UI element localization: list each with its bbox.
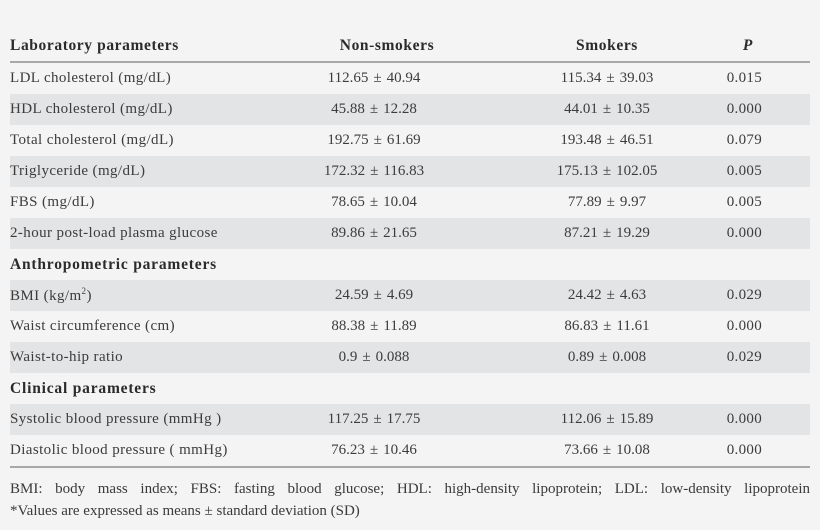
smokers-value: 24.42 ± 4.63 (502, 280, 712, 311)
table-row-ldl (10, 62, 810, 94)
parameter-label: Waist circumference (cm) (10, 318, 175, 334)
non-smokers-value: 172.32 ± 116.83 (272, 156, 502, 187)
non-smokers-value: 192.75 ± 61.69 (327, 132, 421, 148)
parameter-label: Total cholesterol (mg/dL) (10, 132, 174, 148)
parameter-label: HDL cholesterol (mg/dL) (10, 94, 272, 125)
footnote-values-note: *Values are expressed as means ± standard deviation (SD) (10, 503, 360, 519)
non-smokers-value: 24.59 ± 4.69 (272, 280, 502, 311)
table-row-fbs (10, 187, 810, 218)
smokers-value: 44.01 ± 10.35 (502, 94, 712, 125)
comparison-table-container (10, 30, 810, 468)
smokers-value: 112.06 ± 15.89 (502, 404, 712, 435)
p-value: 0.000 (712, 94, 810, 125)
smokers-value: 87.21 ± 19.29 (502, 218, 712, 249)
non-smokers-value: 78.65 ± 10.04 (331, 194, 417, 210)
parameter-label: Diastolic blood pressure ( mmHg) (10, 435, 272, 467)
header-p-value: P (712, 30, 810, 62)
p-value: 0.000 (712, 435, 810, 467)
table-row-systolic-bp (10, 404, 810, 435)
section-header-clinical (10, 373, 810, 404)
section-title: Clinical parameters (10, 379, 157, 397)
non-smokers-value: 88.38 ± 11.89 (331, 318, 417, 334)
section-header-anthropometric (10, 249, 810, 280)
smokers-value: 193.48 ± 46.51 (560, 132, 654, 148)
parameter-label: LDL cholesterol (mg/dL) (10, 70, 172, 86)
smokers-value: 86.83 ± 11.61 (564, 318, 650, 334)
footnote-abbreviations: BMI: body mass index; FBS: fasting blood glucose; HDL: high-density lipoprotein; LDL: low-density lipoprotein (10, 481, 810, 497)
non-smokers-value: 112.65 ± 40.94 (327, 70, 421, 86)
parameter-label: 2-hour post-load plasma glucose (10, 218, 272, 249)
table-row-total-cholesterol (10, 125, 810, 156)
parameter-label: FBS (mg/dL) (10, 194, 95, 210)
table-row-hdl (10, 94, 810, 125)
p-value: 0.015 (726, 70, 762, 86)
p-value: 0.000 (712, 218, 810, 249)
table-row-diastolic-bp (10, 435, 810, 467)
header-non-smokers: Non-smokers (272, 30, 502, 62)
smokers-value: 115.34 ± 39.03 (560, 70, 654, 86)
parameter-label: Systolic blood pressure (mmHg ) (10, 404, 272, 435)
smokers-value: 0.89 ± 0.008 (502, 342, 712, 373)
table-row-waist-circumference (10, 311, 810, 342)
smokers-value: 175.13 ± 102.05 (502, 156, 712, 187)
p-value: 0.000 (712, 404, 810, 435)
non-smokers-value: 76.23 ± 10.46 (272, 435, 502, 467)
parameter-label: Waist-to-hip ratio (10, 342, 272, 373)
p-value: 0.079 (726, 132, 762, 148)
smokers-value: 77.89 ± 9.97 (567, 194, 647, 210)
section-title: Anthropometric parameters (10, 255, 217, 273)
table-row-triglyceride (10, 156, 810, 187)
smokers-value: 73.66 ± 10.08 (502, 435, 712, 467)
table-footnotes (10, 478, 810, 522)
non-smokers-value: 117.25 ± 17.75 (272, 404, 502, 435)
p-value: 0.029 (712, 342, 810, 373)
p-value: 0.005 (726, 194, 762, 210)
parameter-label: BMI $(kg/m^2)$ (10, 280, 272, 311)
table-header-row (10, 30, 810, 62)
table-row-waist-to-hip (10, 342, 810, 373)
non-smokers-value: 89.86 ± 21.65 (272, 218, 502, 249)
table-row-2h-glucose (10, 218, 810, 249)
parameter-label: Triglyceride (mg/dL) (10, 156, 272, 187)
smokers-comparison-table (10, 30, 810, 468)
p-value: 0.005 (712, 156, 810, 187)
p-value: 0.000 (726, 318, 762, 334)
non-smokers-value: 0.9 ± 0.088 (272, 342, 502, 373)
header-laboratory-parameters: Laboratory parameters (10, 30, 272, 62)
non-smokers-value: 45.88 ± 12.28 (272, 94, 502, 125)
p-value: 0.029 (712, 280, 810, 311)
header-smokers: Smokers (502, 30, 712, 62)
table-row-bmi (10, 280, 810, 311)
